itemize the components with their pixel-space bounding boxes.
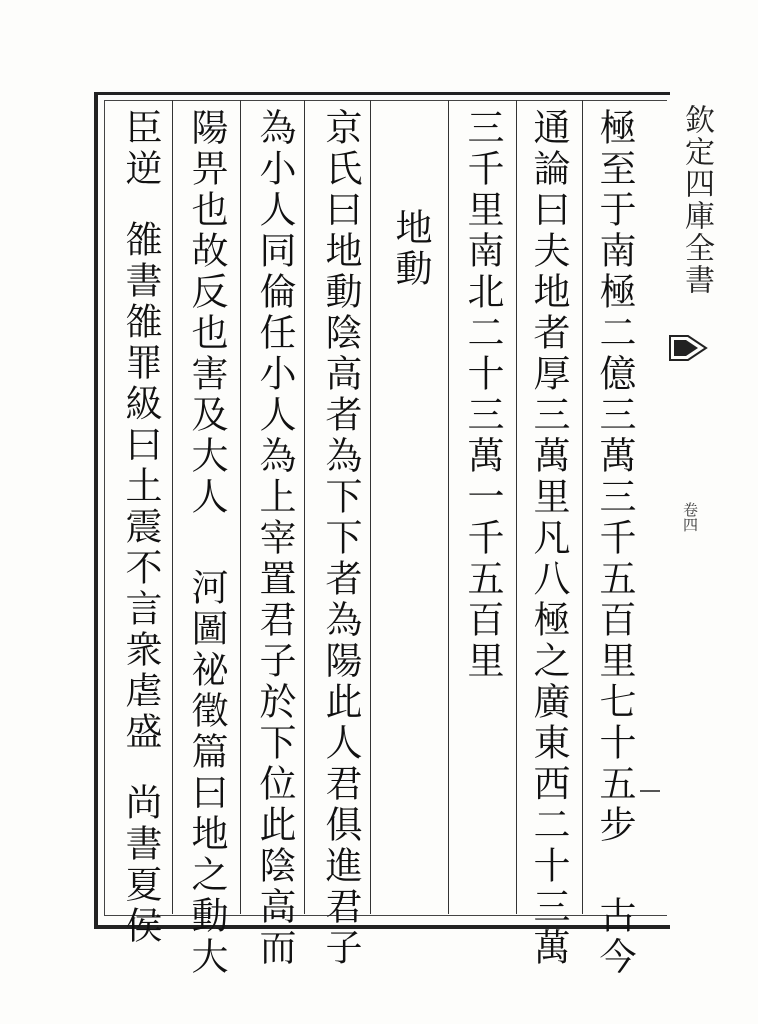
column-text: 臣逆	[119, 108, 162, 190]
column-text: 為小人同倫任小人為上宰置君子於下位此陰高而	[253, 108, 296, 969]
text-column-1	[592, 108, 636, 978]
column-text: 極至于南極二億三萬三千五百里七十五步	[593, 108, 636, 846]
column-text: 三千里南北二十三萬一千五百里	[461, 108, 504, 682]
text-column-7	[184, 108, 228, 978]
column-rule	[240, 100, 241, 914]
column-rule	[370, 100, 371, 914]
column-text: 京氏曰地動陰高者為下下者為陽此人君俱進君子	[319, 108, 362, 969]
text-column-6	[252, 108, 296, 969]
column-rule	[304, 100, 305, 914]
column-rule	[516, 100, 517, 914]
section-heading: 地動	[389, 208, 432, 290]
text-column-3	[460, 108, 504, 908]
text-column-8	[118, 108, 162, 947]
column-rule	[172, 100, 173, 914]
margin-tick-mark	[640, 790, 660, 792]
column-rule	[582, 100, 583, 914]
column-text: 雒書雒罪級曰土震不言衆虐盛	[119, 220, 162, 753]
page-fold-margin	[666, 92, 726, 922]
column-text: 河圖祕徵篇曰地之動大	[185, 568, 228, 978]
column-rule	[448, 100, 449, 914]
book-title: 欽定四庫全書	[679, 104, 714, 296]
text-column-5	[318, 108, 362, 969]
column-text: 古今	[593, 896, 636, 978]
column-text: 通論曰夫地者厚三萬里凡八極之廣東西二十三萬	[527, 108, 570, 969]
fishtail-mark-icon	[668, 332, 708, 364]
juan-number: 卷四	[681, 502, 699, 532]
column-text: 陽畀也故反也害及大人	[185, 108, 228, 518]
section-heading-column	[388, 208, 432, 1008]
column-text: 尚書夏侯	[119, 783, 162, 947]
text-column-2	[526, 108, 570, 969]
